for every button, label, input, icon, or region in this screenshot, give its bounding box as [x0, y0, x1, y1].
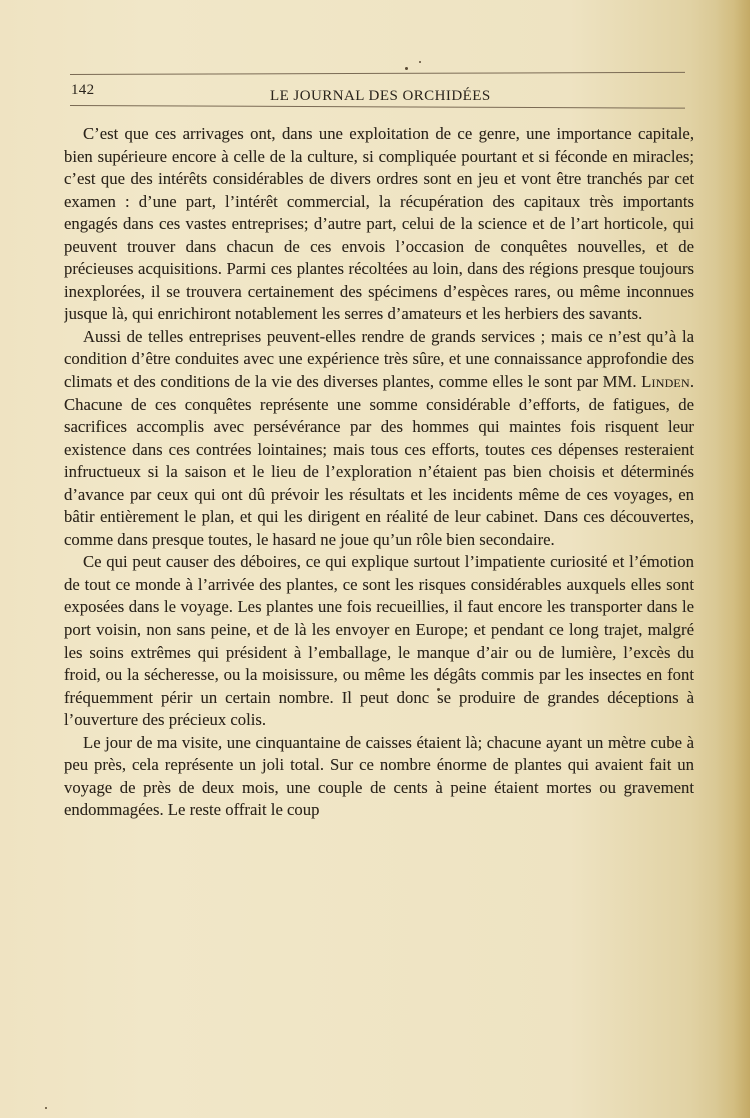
page-number: 142 — [71, 82, 95, 98]
body-paragraph — [64, 326, 694, 551]
paper-speck — [45, 1107, 47, 1109]
paper-speck — [405, 67, 408, 70]
paragraph-text-segment: Aussi de telles entreprises peuvent-elles rendre de grands services ; mais ce n’est qu’à la condition d’être conduites avec une expérience très sûre, et une connaissance approfondie des climats et des conditions de la vie des diverses plantes, comme elles le sont par MM. — [64, 326, 694, 392]
body-paragraph: Le jour de ma visite, une cinquantaine de caisses étaient là; chacune ayant un mètre cube à peu près, cela représente un joli total. Sur ce nombre énorme de plantes qui avaient fait un voyage de près de deux mois, une couple de cents à peine étaient mortes ou gravement endommagées. Le reste offrait le coup — [64, 732, 694, 820]
paragraph-text-segment: . Chacune de ces conquêtes représente une somme considérable d’efforts, de fatigues, de sacrifices accomplis avec persévérance par des hommes qui maintes fois risquent leur existence dans ces contrées lointaines; mais tous ces efforts, toutes ces dépenses resteraient infructueux si la saison et le lieu de l’exploration n’étaient pas bien choisis et déterminés d’avance par ceux qui ont dû prévoir les résultats et les incidents même de ces voyages, en bâtir entièrement le plan, et qui les dirigent en réalité de leur cabinet. Dans ces découvertes, comme dans presque toutes, le hasard ne joue qu’un rôle bien secondaire. — [64, 372, 694, 549]
body-paragraph: Ce qui peut causer des déboires, ce qui explique surtout l’impatiente curiosité et l’émotion de tout ce monde à l’arrivée des plantes, ce sont les risques considérables auxquels elles sont exposées dans le voyage. Les plantes une fois recueillies, il faut encore les transporter dans le port voisin, non sans peine, et de là les envoyer en Europe; et pendant ce long trajet, malgré les soins extrêmes qui président à l’emballage, le manque d’air ou de lumière, l’excès du froid, ou la sécheresse, ou la moisissure, ou même les dégâts commis par les insectes en font fréquemment périr un certain nombre. Il peut donc se produire de grandes déceptions à l’ouverture des précieux colis. — [64, 552, 694, 730]
article-body — [64, 123, 694, 1033]
page-edge-shadow — [716, 0, 750, 1118]
running-head-title: LE JOURNAL DES ORCHIDÉES — [270, 88, 491, 104]
name-small-caps: Linden — [641, 372, 690, 392]
paper-speck — [419, 61, 421, 63]
body-paragraph: C’est que ces arrivages ont, dans une exploitation de ce genre, une importance capitale, bien supérieure encore à celle de la culture, si compliquée pourtant et si féconde en miracles; c’est que des intérêts considérables de divers ordres sont en jeu et vont être tranchés par cet examen : d’une part, l’intérêt commercial, la récupération des capitaux très importants engagés dans ces vastes entreprises; d’autre part, celui de la science et de l’art horticole, qui peuvent trouver dans chacun de ces envois l’occasion de conquêtes nouvelles, et de précieuses acquisitions. Parmi ces plantes récoltées au loin, dans des régions presque toujours inexplorées, il se trouvera certainement des spécimens d’espèces rares, ou même inconnues jusque là, qui enrichiront notablement les serres d’amateurs et les herbiers des savants. — [64, 124, 694, 324]
